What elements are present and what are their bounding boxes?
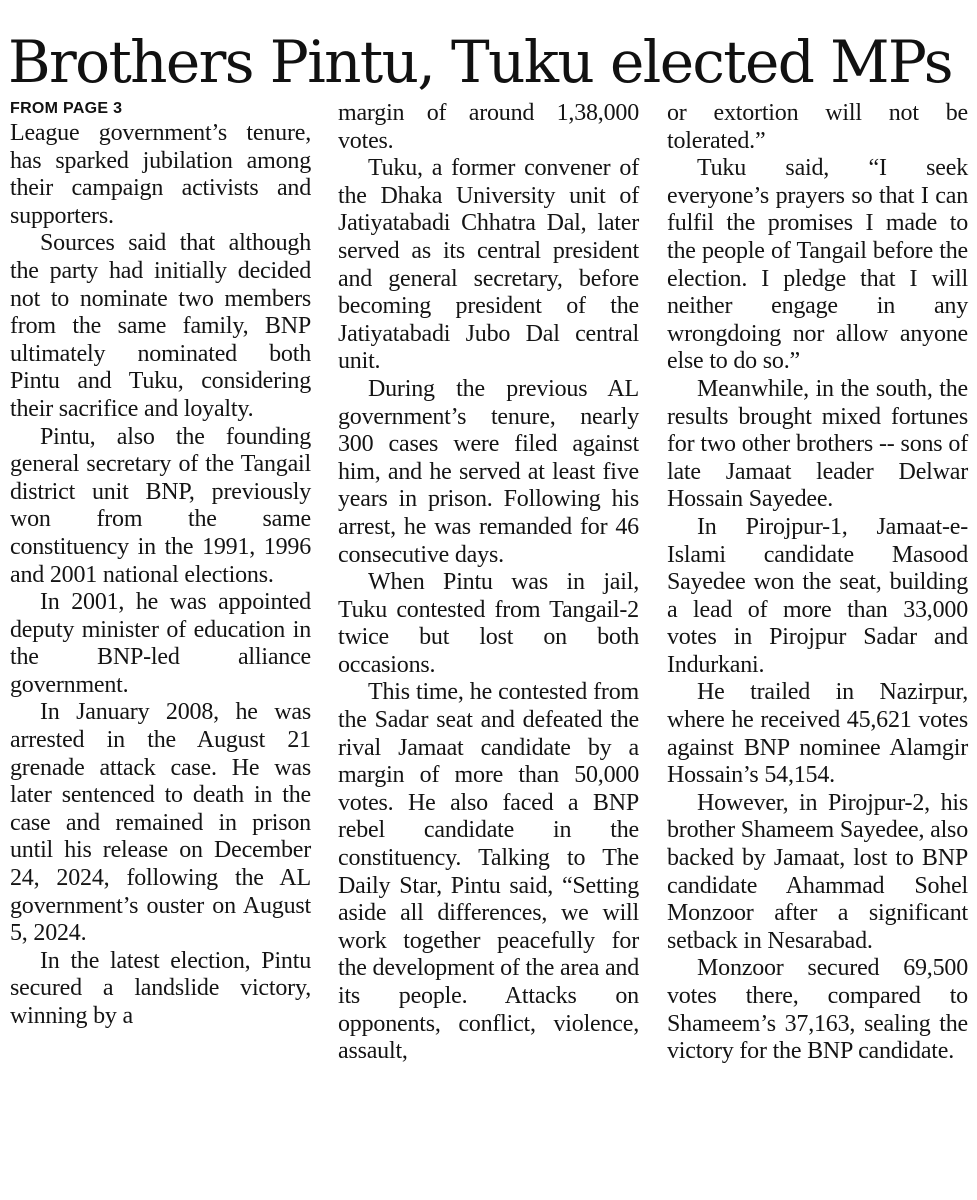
article-paragraph: He trailed in Nazirpur, where he received 45,621 votes against BNP nominee Alamgir Hossain’s 54,154.	[667, 679, 968, 789]
article-paragraph: In the latest election, Pintu secured a landslide victory, winning by a	[10, 947, 311, 1029]
article-column-3	[667, 100, 968, 1066]
continuation-kicker: FROM PAGE 3	[10, 100, 123, 117]
article-paragraph: Meanwhile, in the south, the results brought mixed fortunes for two other brothers -- sons of late Jamaat leader Delwar Hossain Sayedee.	[667, 375, 968, 513]
article-paragraph: Monzoor secured 69,500 votes there, compared to Shameem’s 37,163, sealing the victory for the BNP candidate.	[667, 955, 968, 1065]
article-paragraph: In Pirojpur-1, Jamaat-e-Islami candidate Masood Sayedee won the seat, building a lead of more than 33,000 votes in Pirojpur Sadar and Indurkani.	[667, 513, 968, 678]
article-paragraph: Tuku said, “I seek everyone’s prayers so that I can fulfil the promises I made to the people of Tangail before the election. I pledge that I will neither engage in any wrongdoing nor allow anyone else to do so.”	[667, 155, 968, 375]
article-paragraph: League government’s tenure, has sparked jubilation among their campaign activists and supporters.	[10, 120, 311, 229]
article-paragraph: In 2001, he was appointed deputy minister of education in the BNP-led alliance government.	[10, 589, 311, 698]
article-column-1	[10, 98, 311, 1031]
article-paragraph: margin of around 1,38,000 votes.	[338, 100, 639, 154]
article-paragraph: or extortion will not be tolerated.”	[667, 100, 968, 154]
article-paragraph: Sources said that although the party had initially decided not to nominate two members from the same family, BNP ultimately nominated both Pintu and Tuku, considering their sacrifice and loyalty.	[10, 230, 311, 422]
article-paragraph: When Pintu was in jail, Tuku contested from Tangail-2 twice but lost on both occasions.	[338, 569, 639, 678]
article-paragraph: In January 2008, he was arrested in the August 21 grenade attack case. He was later sentenced to death in the case and remained in prison until his release on December 24, 2024, following the AL government’s ouster on August 5, 2024.	[10, 699, 311, 947]
article-paragraph: Pintu, also the founding general secretary of the Tangail district unit BNP, previously won from the same constituency in the 1991, 1996 and 2001 national elections.	[10, 423, 311, 588]
article-paragraph: During the previous AL government’s tenure, nearly 300 cases were filed against him, and he served at least five years in prison. Following his arrest, he was remanded for 46 consecutive days.	[338, 375, 639, 568]
article-paragraph: However, in Pirojpur-2, his brother Shameem Sayedee, also backed by Jamaat, lost to BNP candidate Ahammad Sohel Monzoor after a significant setback in Nesarabad.	[667, 789, 968, 954]
article-paragraph: Tuku, a former convener of the Dhaka University unit of Jatiyatabadi Chhatra Dal, later served as its central president and general secretary, before becoming president of the Jatiyatabadi Jubo Dal central unit.	[338, 155, 639, 375]
article-paragraph: This time, he contested from the Sadar seat and defeated the rival Jamaat candidate by a margin of more than 50,000 votes. He also faced a BNP rebel candidate in the constituency. Talking to The Daily Star, Pintu said, “Setting aside all differences, we will work together peacefully for the development of the area and its people. Attacks on opponents, conflict, violence, assault,	[338, 679, 639, 1065]
headline: Brothers Pintu, Tuku elected MPs	[8, 28, 952, 96]
article-column-2	[338, 100, 639, 1066]
